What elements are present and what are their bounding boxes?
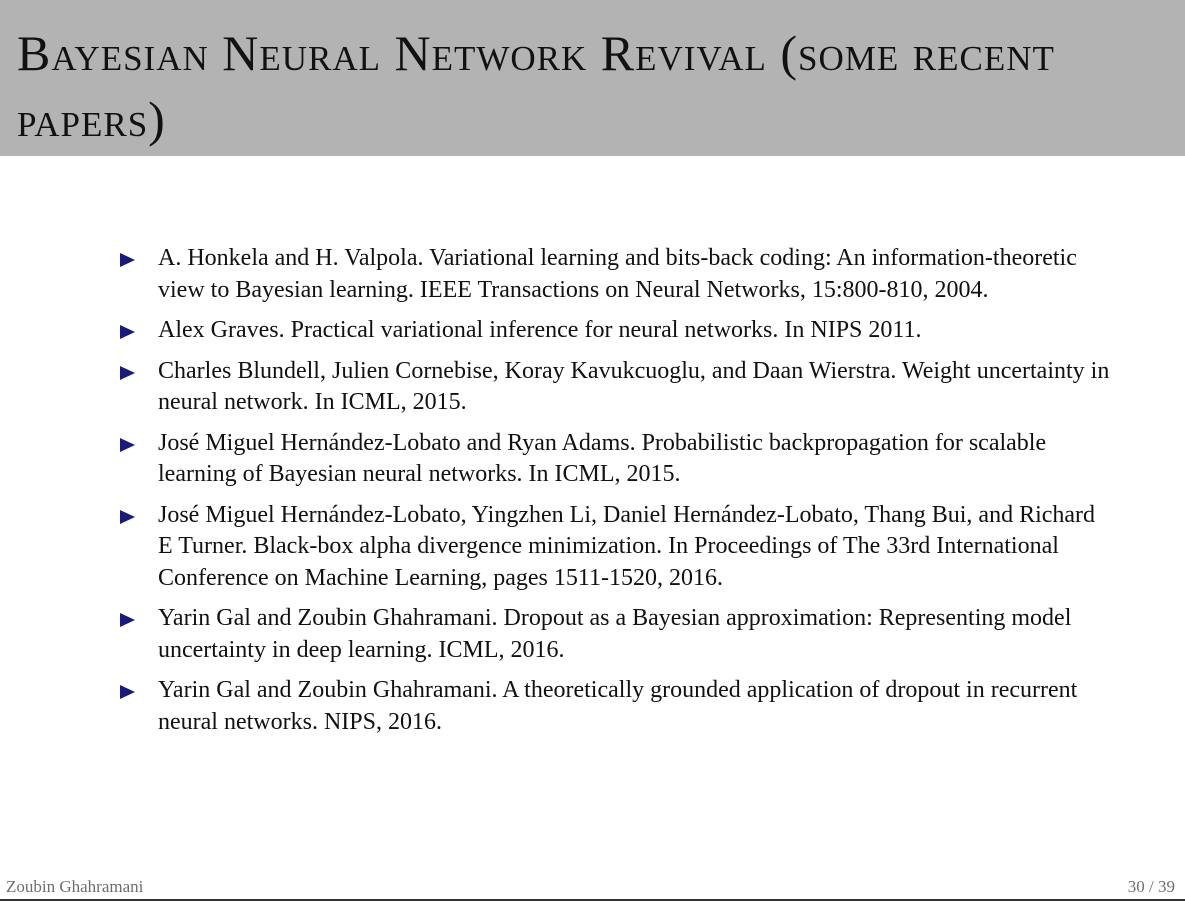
reference-list bbox=[120, 243, 1110, 747]
reference-text: José Miguel Hernández-Lobato, Yingzhen Li, Daniel Hernández-Lobato, Thang Bui, and Richard E Turner. Black-box alpha divergence minimization. In Proceedings of The 33rd International Conference on Machine Learning, pages 1511-1520, 2016. bbox=[158, 501, 1096, 591]
reference-item bbox=[120, 315, 1110, 347]
reference-text: Charles Blundell, Julien Cornebise, Koray Kavukcuoglu, and Daan Wierstra. Weight uncertainty in neural network. In ICML, 2015. bbox=[158, 357, 1110, 415]
reference-text: Yarin Gal and Zoubin Ghahramani. Dropout as a Bayesian approximation: Representing model uncertainty in deep learning. ICML, 2016. bbox=[158, 605, 1072, 663]
reference-item bbox=[120, 500, 1110, 595]
triangle-bullet-icon bbox=[120, 253, 135, 267]
footer-divider bbox=[0, 899, 1185, 901]
triangle-bullet-icon bbox=[120, 366, 135, 380]
footer-author: Zoubin Ghahramani bbox=[6, 877, 144, 896]
slide-title: Bayesian Neural Network Revival (some recent papers) bbox=[17, 25, 1055, 147]
reference-item bbox=[120, 243, 1110, 306]
reference-text: Yarin Gal and Zoubin Ghahramani. A theoretically grounded application of dropout in recurrent neural networks. NIPS, 2016. bbox=[158, 677, 1078, 735]
triangle-bullet-icon bbox=[120, 438, 135, 452]
reference-item bbox=[120, 675, 1110, 738]
reference-text: José Miguel Hernández-Lobato and Ryan Adams. Probabilistic backpropagation for scalable learning of Bayesian neural networks. In ICML, 2015. bbox=[158, 429, 1047, 487]
reference-text: Alex Graves. Practical variational inference for neural networks. In NIPS 2011. bbox=[158, 317, 922, 343]
reference-item bbox=[120, 428, 1110, 491]
reference-item bbox=[120, 356, 1110, 419]
triangle-bullet-icon bbox=[120, 510, 135, 524]
triangle-bullet-icon bbox=[120, 685, 135, 699]
reference-item bbox=[120, 603, 1110, 666]
page-number: 30 / 39 bbox=[1127, 877, 1175, 896]
triangle-bullet-icon bbox=[120, 325, 135, 339]
reference-text: A. Honkela and H. Valpola. Variational learning and bits-back coding: An information-theoretic view to Bayesian learning. IEEE Transactions on Neural Networks, 15:800-810, 2004. bbox=[158, 245, 1077, 303]
triangle-bullet-icon bbox=[120, 613, 135, 627]
title-bar bbox=[0, 0, 1185, 156]
